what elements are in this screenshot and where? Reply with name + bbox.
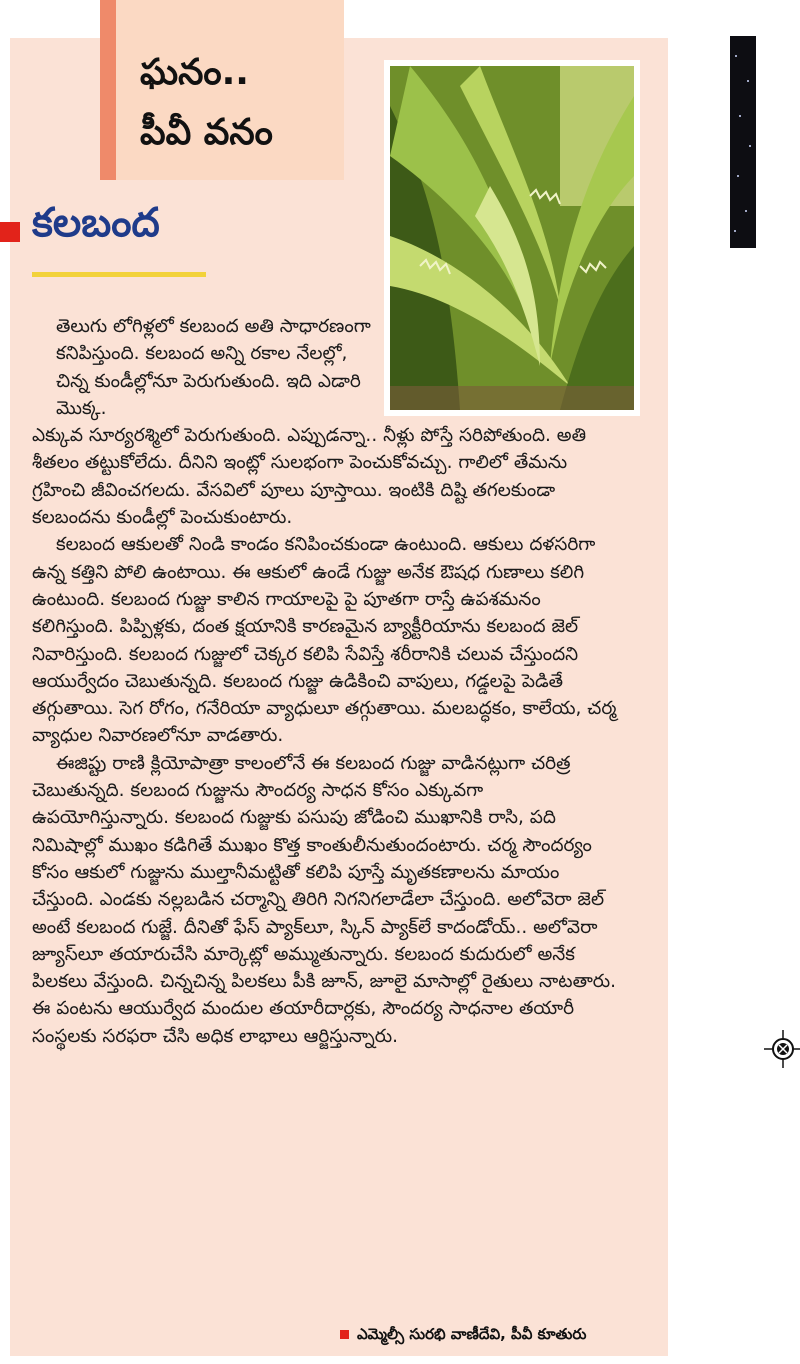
headline-line-2: పీవీ వనం: [140, 112, 273, 153]
title-marker: [0, 222, 20, 242]
article-body: [32, 313, 646, 1050]
paragraph-3: కలబంద ఆకులతో నిండి కాండం కనిపించకుండా ఉంటుంది. ఆకులు దళసరిగా ఉన్న కత్తిని పోలి ఉంటాయి. ఈ ఆకులో ఉండే గుజ్జు అనేక ఔషధ గుణాలు కలిగి ఉంటుంది. కలబంద గుజ్జు కాలిన గాయాలపై పై పూతగా రాస్తే ఉపశమనం కలిగిస్తుంది. పిప్పిళ్లకు, దంత క్షయానికి కారణమైన బ్యాక్టీరియాను కలబంద జెల్ నివారిస్తుంది. కలబంద గుజ్జులో చెక్కర కలిపి సేవిస్తే శరీరానికి చలువ చేస్తుందని ఆయుర్వేదం చెబుతున్నది. కలబంద గుజ్జు ఉడికించి వాపులు, గడ్డలపై పెడితే తగ్గుతాయి. సెగ రోగం, గనేరియా వ్యాధులూ తగ్గుతాయి. మలబద్ధకం, కాలేయ, చర్మ వ్యాధుల నివారణలోనూ వాడతారు.: [32, 534, 617, 747]
adjacent-photo-strip: [730, 36, 756, 248]
byline-text: ఎమ్మెల్సీ సురభి వాణీదేవి, పీవీ కూతురు: [357, 1325, 587, 1343]
title-underline: [32, 272, 206, 277]
paragraph-1: తెలుగు లోగిళ్లలో కలబంద అతి సాధారణంగా కనిపిస్తుంది. కలబంద అన్ని రకాల నేలల్లో, చిన్న కుండీల్లోనూ పెరుగుతుంది. ఇది ఎడారి మొక్క.: [56, 316, 371, 419]
paragraph-4: ఈజిప్టు రాణి క్లియోపాత్రా కాలంలోనే ఈ కలబంద గుజ్జు వాడినట్లుగా చరిత్ర చెబుతున్నది. కలబంద గుజ్జును సౌందర్య సాధన కోసం ఎక్కువగా ఉపయోగిస్తున్నారు. కలబంద గుజ్జుకు పసుపు జోడించి ముఖానికి రాసి, పది నిమిషాల్లో ముఖం కడిగితే ముఖం కొత్త కాంతులీనుతుందంటారు. చర్మ సౌందర్యం కోసం ఆకులో గుజ్జును ముల్తానీమట్టితో కలిపి పూస్తే మృతకణాలను మాయం చేస్తుంది. ఎండకు నల్లబడిన చర్మాన్ని తిరిగి నిగనిగలాడేలా చేస్తుంది. అలోవెరా జెల్ అంటే కలబంద గుజ్జే. దీనితో ఫేస్ ప్యాక్‌లూ, స్కిన్ ప్యాక్‌లే కాదండోయ్.. అలోవెరా జ్యూస్‌లూ తయారుచేసి మార్కెట్లో అమ్ముతున్నారు. కలబంద కుదురులో అనేక పిలకలు వేస్తుంది. చిన్నచిన్న పిలకలు పీకి జూన్, జూలై మాసాల్లో రైతులు నాటతారు. ఈ పంటను ఆయుర్వేద మందుల తయారీదార్లకు, సౌందర్య సాధనాల తయారీ సంస్థలకు సరఫరా చేసి అధిక లాభాలు ఆర్జిస్తున్నారు.: [32, 752, 617, 1047]
byline: [340, 1325, 586, 1347]
article-title: కలబంద: [32, 200, 160, 246]
byline-marker: [340, 1330, 349, 1339]
paragraph-2: ఎక్కువ సూర్యరశ్మిలో పెరుగుతుంది. ఎప్పుడన్నా.. నీళ్లు పోస్తే సరిపోతుంది. అతి శీతలం తట్టుకోలేదు. దీనిని ఇంట్లో సులభంగా పెంచుకోవచ్చు. గాలిలో తేమను గ్రహించి జీవించగలదు. వేసవిలో పూలు పూస్తాయి. ఇంటికి దిష్టి తగలకుండా కలబందను కుండీల్లో పెంచుకుంటారు.: [32, 425, 587, 529]
registration-crosshair-icon: [764, 1030, 800, 1068]
headline-line-1: ఘనం..: [140, 52, 249, 93]
headline-banner-accent: [100, 0, 116, 180]
